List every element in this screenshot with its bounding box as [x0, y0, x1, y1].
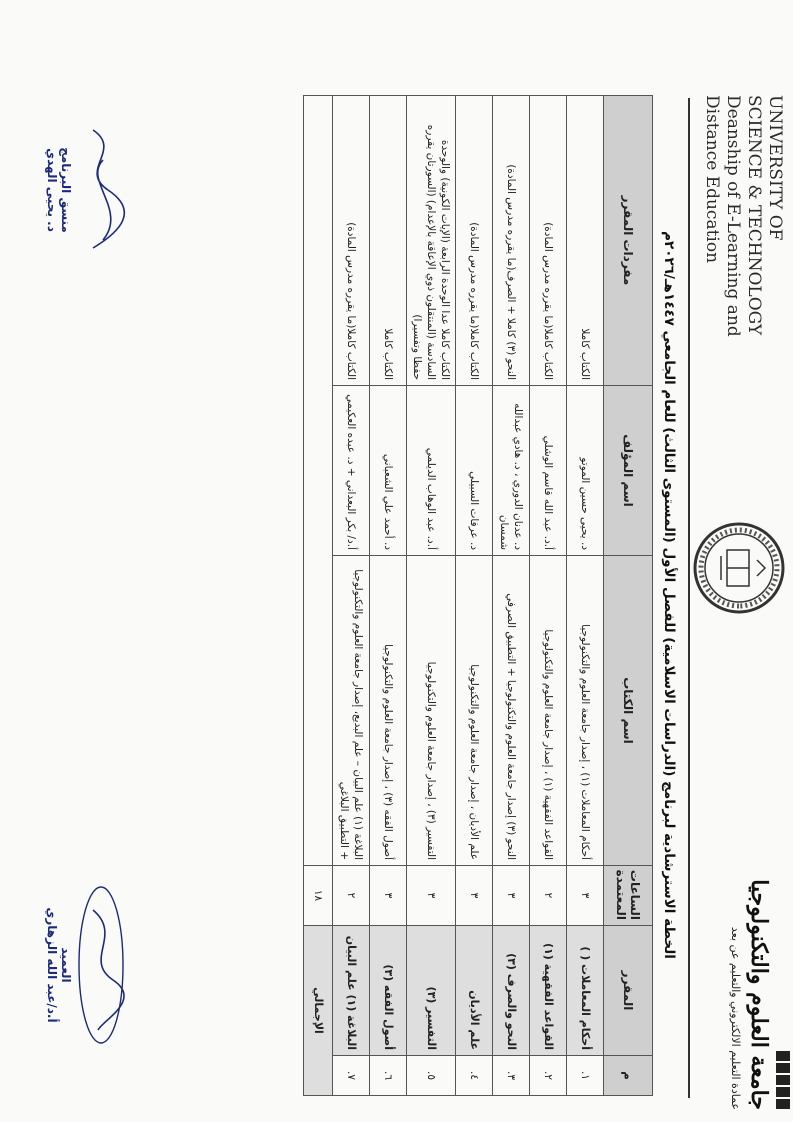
row-book: القواعد الفقهية (١) ، إصدار جامعة العلوم والتكنولوجيا — [530, 556, 567, 866]
row-book: أحكام المعاملات (١) ، إصدار جامعة العلوم والتكنولوجيا — [567, 556, 604, 866]
row-hours: ٣ — [567, 866, 604, 926]
row-syllabus: الكتاب كاملا — [370, 96, 407, 386]
row-num: ٤. — [456, 1056, 493, 1096]
coordinator-role: منسق البرنامج — [59, 147, 73, 233]
row-author: أ.د. عبد الله قاسم الوشلي — [530, 386, 567, 556]
total-hours: ١٨ — [304, 866, 333, 926]
logo-university-ar: جامعة العلوم والتكنولوجيا — [746, 879, 772, 1110]
total-empty — [304, 96, 333, 866]
row-book: علم الأديان ، إصدار جامعة العلوم والتكنولوجيا — [456, 556, 493, 866]
row-author: د. يحيى حسين الموتو — [567, 386, 604, 556]
row-hours: ٢ — [333, 866, 370, 926]
table-row — [456, 96, 493, 1096]
row-course: علم الأديان — [456, 926, 493, 1056]
table-row — [530, 96, 567, 1096]
row-book: البلاغة (١) علم البيان – علم البديع، إصدار جامعة العلوم والتكنولوجيا + التطبيق البلاغي — [333, 556, 370, 866]
logo-deanship-ar: عمادة التعليم الالكتروني والتعليم عن بعد — [729, 926, 742, 1110]
table-row — [567, 96, 604, 1096]
table-row — [333, 96, 370, 1096]
header-num: م — [604, 1056, 653, 1096]
row-course: البلاغة (١) علم البيان — [333, 926, 370, 1056]
table-row — [370, 96, 407, 1096]
page-title: الخطة الاسترشادية لبرنامج (الدراسات الاسلامية) للفصل الأول (المستوى الثالث) للعام الجامعي ١٤٤٧هـ/٢٠٢٦م — [661, 231, 677, 959]
signature-scribble — [73, 120, 133, 260]
table-row — [407, 96, 456, 1096]
signature-dean — [45, 880, 133, 1050]
university-line-1: UNIVERSITY OF — [765, 95, 785, 241]
row-book: التفسير (٣) ، إصدار جامعة العلوم والتكنولوجيا — [407, 556, 456, 866]
row-num: ٥. — [407, 1056, 456, 1096]
row-course: القواعد الفقهية (١) — [530, 926, 567, 1056]
university-seal-logo — [691, 520, 787, 616]
row-syllabus: الكتاب كاملا — [567, 96, 604, 386]
row-num: ٢. — [530, 1056, 567, 1096]
table-header-row — [604, 96, 653, 1096]
row-author: د. عرفات السبيلي — [456, 386, 493, 556]
logo-bars — [772, 930, 791, 1110]
row-author: أ.د/ بكر البعداني + د. عبده العكيمي — [333, 386, 370, 556]
row-syllabus: النحو (٣) كاملا + الصرف(ما يقرره مدرس المادة) — [493, 96, 530, 386]
row-hours: ٣ — [493, 866, 530, 926]
header-hours: الساعات المعتمدة — [604, 866, 653, 926]
dean-name: أ.د/عبد الله الزهاري — [45, 907, 59, 1023]
deanship-line-2: Distance Education — [702, 95, 722, 264]
row-course: النحو والصرف (٣) — [493, 926, 530, 1056]
row-author: د. عدنان الدوري ، د. هادي عبدالله شمسان — [493, 386, 530, 556]
deanship-line-1: Deanship of E-Learning and — [723, 95, 743, 337]
row-syllabus: الكتاب كاملا عدا الوحدة الرابعة (الإيات الكونية) والوحدة السادسة (المنتقلون ذوي الإعاقة بالإعدام) (السورتان يقرره حفظا وتفسيرا) — [407, 96, 456, 386]
row-author: د. أحمد علي الشعباني — [370, 386, 407, 556]
signature-scribble — [73, 880, 133, 1050]
header-author: اسم المؤلف — [604, 386, 653, 556]
row-hours: ٢ — [530, 866, 567, 926]
row-hours: ٣ — [456, 866, 493, 926]
row-hours: ٣ — [407, 866, 456, 926]
row-course: التفسير (٣) — [407, 926, 456, 1056]
row-syllabus: الكتاب كاملا(ما يقرره مدرس المادة) — [456, 96, 493, 386]
course-plan-table — [303, 95, 653, 1096]
header-divider — [688, 98, 690, 1098]
row-syllabus: الكتاب كاملا(ما يقرره مدرس المادة) — [530, 96, 567, 386]
dean-role: العميد — [59, 947, 73, 983]
header-book: اسم الكتاب — [604, 556, 653, 866]
university-logo-ar — [691, 879, 791, 1110]
header-course: المقرر — [604, 926, 653, 1056]
header-syllabus: مفردات المقرر — [604, 96, 653, 386]
university-line-2: SCIENCE & TECHNOLOGY — [744, 95, 764, 336]
row-author: أ.د. عبد الوهاب الديلمي — [407, 386, 456, 556]
row-syllabus: الكتاب كاملا(ما يقرره مدرس المادة) — [333, 96, 370, 386]
row-book: النحو (٣) إصدار جامعة العلوم والتكنولوجيا + التطبيق الصرفي — [493, 556, 530, 866]
table-row — [493, 96, 530, 1096]
total-label: الإجمالي — [304, 926, 333, 1096]
coordinator-name: د. يحيى الهدي — [45, 148, 59, 232]
row-num: ١. — [567, 1056, 604, 1096]
table-total-row — [304, 96, 333, 1096]
signature-coordinator — [45, 120, 133, 260]
row-book: أصول الفقه (٣) ، إصدار جامعة العلوم والتكنولوجيا — [370, 556, 407, 866]
row-num: ٦. — [370, 1056, 407, 1096]
row-course: أحكام المعاملات ( ) — [567, 926, 604, 1056]
row-course: أصول الفقه (٣) — [370, 926, 407, 1056]
row-num: ٧. — [333, 1056, 370, 1096]
university-name-en — [701, 95, 785, 345]
row-num: ٣. — [493, 1056, 530, 1096]
row-hours: ٣ — [370, 866, 407, 926]
